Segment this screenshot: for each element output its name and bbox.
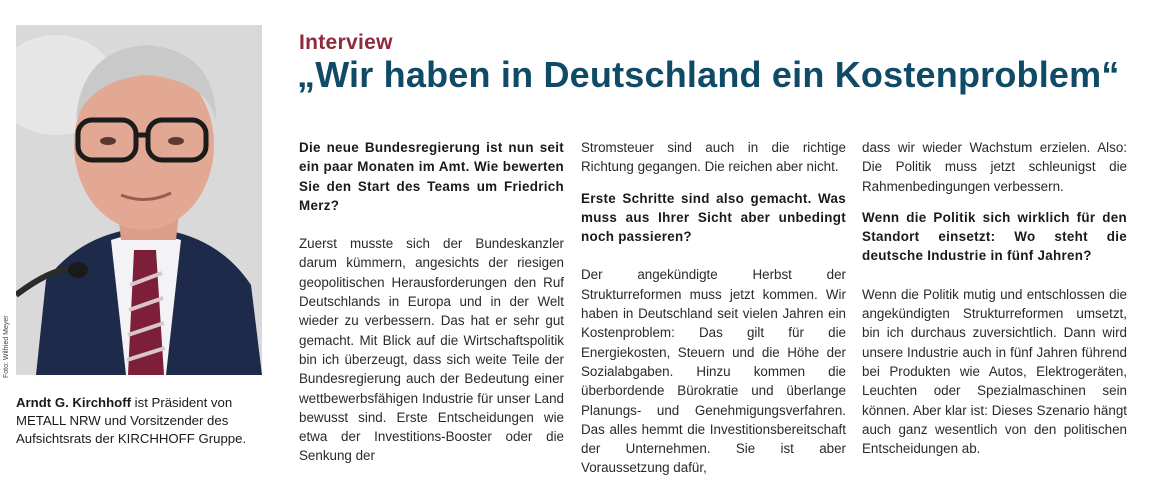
text-column-2 <box>581 138 846 478</box>
caption-name: Arndt G. Kirchhoff <box>16 395 132 410</box>
answer-3: Wenn die Politik mutig und entschlossen die angekündigten Strukturreformen umsetzt, bin ich durchaus zuversichtlich. Dann wird unsere Industrie auch in fünf Jahren führend bei Produkten wie Autos, Elektrogeräten, Leuchten oder Spezialmaschinen sein können. Aber klar ist: Dieses Szenario hängt auch ganz wesentlich von den politischen Entscheidungen ab. <box>862 286 1127 457</box>
answer-2-continued: dass wir wieder Wachstum erzielen. Also: Die Politik muss jetzt schleunigst die Rahmenbedingungen verbessern. <box>862 140 1127 194</box>
photo-credit: Foto: Wilfried Meyer <box>3 315 10 378</box>
question-2: Erste Schritte sind also gemacht. Was muss aus Ihrer Sicht aber unbedingt noch passieren? <box>581 190 846 245</box>
article-kicker: Interview <box>299 31 393 54</box>
photo-caption <box>16 394 276 448</box>
answer-2: Der angekündigte Herbst der Strukturreformen muss jetzt kommen. Wir haben in Deutschland seit vielen Jahren ein Kostenproblem: Das gilt für die Energiekosten, Steuern und die Höhe der Sozialabgaben. Hinzu kommen die überbordende Bürokratie und überlange Planungs- und Genehmigungsverfahren. Das alles hemmt die Investitionsbereitschaft der Unternehmen. Sie ist aber Voraussetzung dafür, <box>581 267 846 476</box>
answer-1-continued: Stromsteuer sind auch in die richtige Richtung gegangen. Die reichen aber nicht. <box>581 140 846 175</box>
answer-1: Zuerst musste sich der Bundeskanzler darum kümmern, angesichts der riesigen geopolitischen Herausforderungen den Ruf Deutschlands in Europa und in der Welt wieder zu verbessern. Das hat er sehr gut gemacht. Mit Blick auf die Wirtschaftspolitik bin ich überzeugt, dass sich weite Teile der Bundesregierung auch der Bedeutung einer wettbewerbsfähigen Industrie für unser Land bewusst sind. Erste Entscheidungen wie etwa der Investitions-Booster oder die Senkung der <box>299 236 564 464</box>
text-column-1 <box>299 138 564 466</box>
article-headline: „Wir haben in Deutschland ein Kostenproblem“ <box>297 54 1120 95</box>
text-column-3 <box>862 138 1127 458</box>
question-3: Wenn die Politik sich wirklich für den Standort einsetzt: Wo steht die deutsche Industrie in fünf Jahren? <box>862 209 1127 264</box>
caption-text: ist Präsident von METALL NRW und Vorsitzender des Aufsichtsrats der KIRCHHOFF Gruppe. <box>16 395 247 446</box>
question-1: Die neue Bundesregierung ist nun seit ein paar Monaten im Amt. Wie bewerten Sie den Start des Teams um Friedrich Merz? <box>299 140 564 213</box>
portrait-illustration <box>16 25 262 375</box>
portrait-photo <box>16 25 262 375</box>
